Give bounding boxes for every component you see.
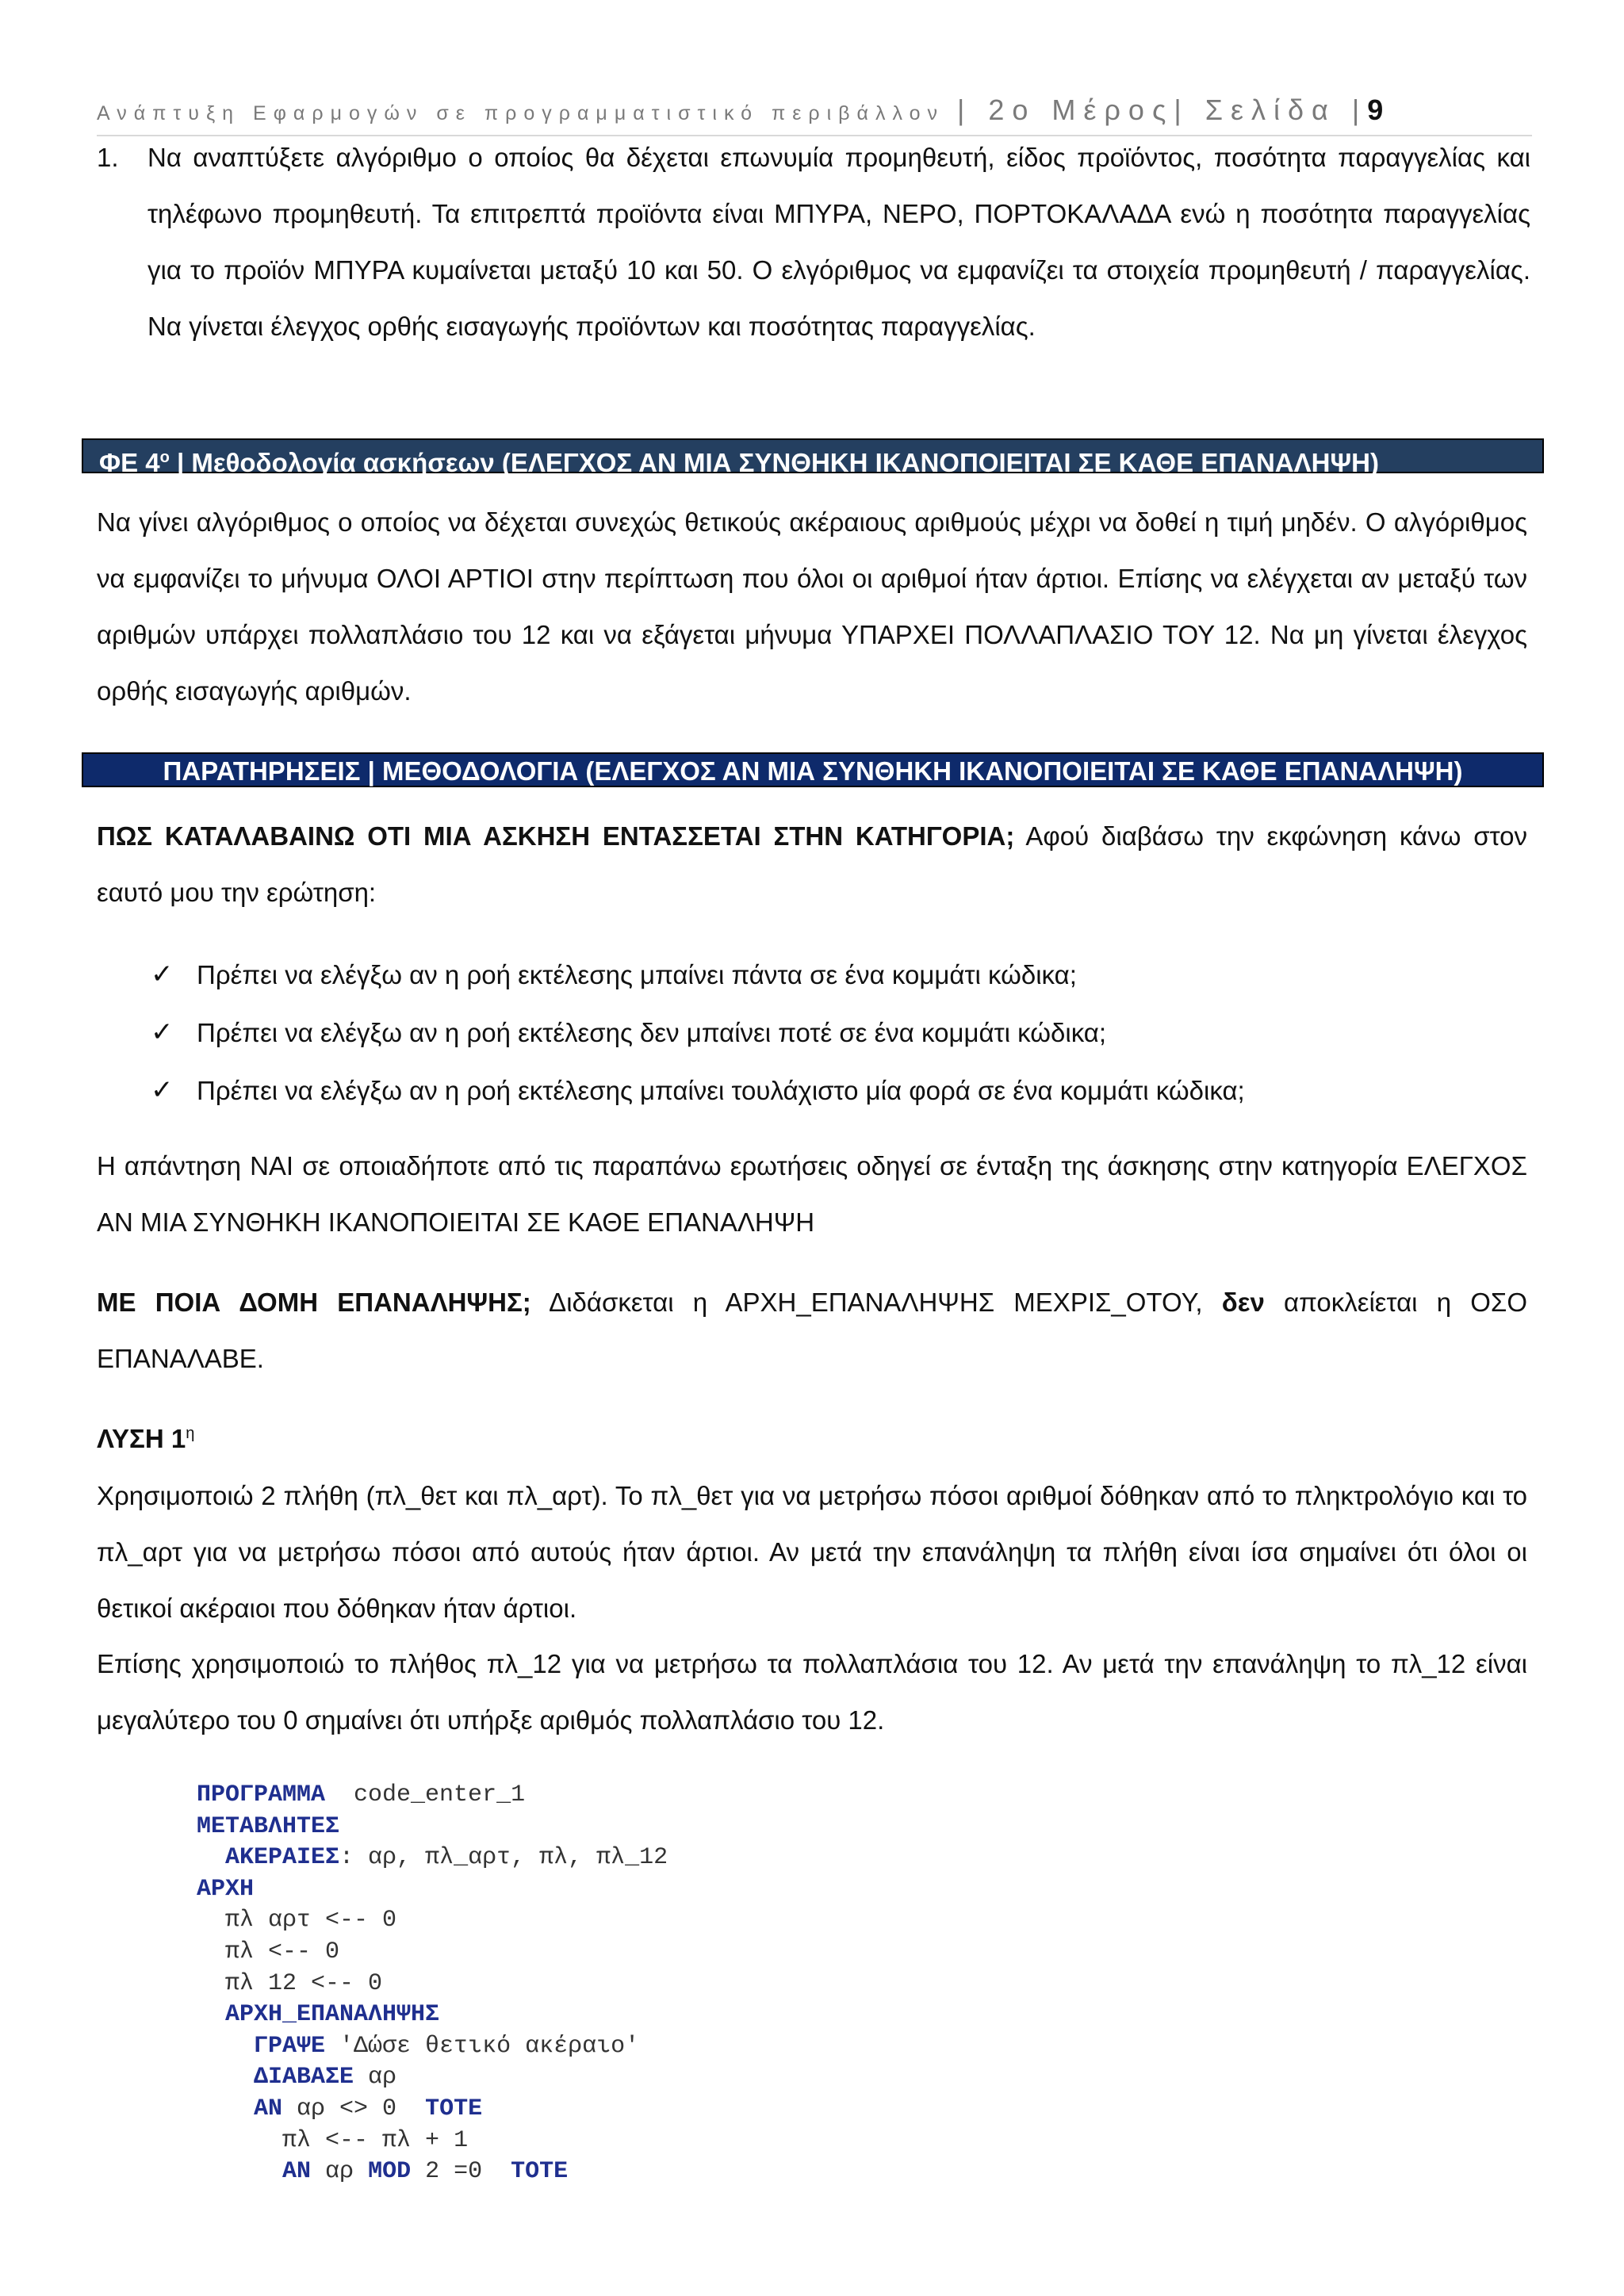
section-banner-methodology: ΦΕ $4^o$ | Μεθοδολογία ασκήσεων (ΕΛΕΓΧΟΣ ΑΝ ΜΙΑ ΣΥΝΘΗΚΗ ΙΚΑΝΟΠΟΙΕΙΤΑΙ ΣΕ ΚΑΘΕ ΕΠΑΝΑΛΗΨΗ) — [82, 438, 1544, 473]
code-keyword: ΤΟΤΕ — [511, 2158, 569, 2186]
header-separator: | — [957, 94, 973, 126]
code-text: αρ — [354, 2064, 397, 2091]
how-paragraph: ΠΩΣ ΚΑΤΑΛΑΒΑΙΝΩ ΟΤΙ ΜΙΑ ΑΣΚΗΣΗ ΕΝΤΑΣΣΕΤΑΙ ΣΤΗΝ ΚΑΤΗΓΟΡΙΑ; Αφού διαβάσω την εκφώνηση κάνω στον εαυτό μου την ερώτηση: — [97, 821, 1528, 907]
checkmark-icon: ✓ — [151, 959, 174, 989]
code-line — [197, 2126, 668, 2157]
exercise-text: Να αναπτύξετε αλγόριθμο ο οποίος θα δέχεται επωνυμία προμηθευτή, είδος προϊόντος, ποσότητα παραγγελίας και τηλέφωνο προμηθευτή. Τα επιτρεπτά προϊόντα είναι ΜΠΥΡΑ, ΝΕΡΟ, ΠΟΡΤΟΚΑΛΑΔΑ ενώ η ποσότητα παραγγελίας για το προϊόν ΜΠΥΡΑ κυμαίνεται μεταξύ 10 και 50. Ο ελγόριθμος να εμφανίζει τα στοιχεία προμηθευτή / παραγγελίας. Να γίνεται έλεγχος ορθής εισαγωγής προϊόντων και ποσότητας παραγγελίας. — [147, 143, 1530, 341]
code-line — [197, 1874, 668, 1906]
section-banner-remarks: ΠΑΡΑΤΗΡΗΣΕΙΣ | ΜΕΘΟΔΟΛΟΓΙΑ (ΕΛΕΓΧΟΣ ΑΝ ΜΙΑ ΣΥΝΘΗΚΗ ΙΚΑΝΟΠΟΙΕΙΤΑΙ ΣΕ ΚΑΘΕ ΕΠΑΝΑΛΗΨΗ) — [82, 752, 1544, 787]
checkmark-icon: ✓ — [151, 1075, 174, 1105]
code-text: code_enter_1 — [325, 1781, 526, 1808]
code-keyword: ΑΡΧΗ_ΕΠΑΝΑΛΗΨΗΣ — [225, 2001, 440, 2029]
checklist — [151, 946, 1245, 1119]
checklist-item: ✓ Πρέπει να ελέγξω αν η ροή εκτέλεσης μπαίνει πάντα σε ένα κομμάτι κώδικα; — [151, 946, 1245, 1004]
code-text: πλ αρτ <-- 0 — [225, 1907, 397, 1934]
code-line — [197, 1999, 668, 2031]
solution-paragraph-2: Επίσης χρησιμοποιώ το πλήθος πλ_12 για να μετρήσω τα πολλαπλάσια του 12. Αν μετά την επανάληψη το πλ_12 είναι μεγαλύτερο του 0 σημαίνει ότι υπήρξε αριθμός πολλαπλάσιο του 12. — [97, 1649, 1527, 1735]
exercise-number: 1. — [97, 143, 119, 172]
code-line — [197, 1780, 668, 1812]
checkmark-icon: ✓ — [151, 1017, 174, 1047]
solution-heading: ΛΥΣΗ $1^\eta$ — [97, 1424, 195, 1453]
code-line — [197, 1969, 668, 2000]
code-keyword: ΑΝ — [254, 2095, 283, 2122]
code-line — [197, 1843, 668, 1874]
code-text: αρ — [311, 2158, 369, 2186]
code-line — [197, 2156, 668, 2188]
code-line — [197, 2094, 668, 2126]
code-text: : αρ, πλ_αρτ, πλ, πλ_12 — [339, 1844, 668, 1872]
code-line — [197, 1937, 668, 1969]
code-keyword: ΤΟΤΕ — [425, 2095, 483, 2122]
exercise-statement: Να γίνει αλγόριθμος ο οποίος να δέχεται συνεχώς θετικούς ακέραιους αριθμούς μέχρι να δοθεί η τιμή μηδέν. Ο αλγόριθμος να εμφανίζει το μήνυμα ΟΛΟΙ ΑΡΤΙΟΙ στην περίπτωση που όλοι οι αριθμοί ήταν άρτιοι. Επίσης να ελέγχεται αν μεταξύ των αριθμών υπάρχει πολλαπλάσιο του 12 και να εξάγεται μήνυμα ΥΠΑΡΧΕΙ ΠΟΛΛΑΠΛΑΣΙΟ ΤΟΥ 12. Να μη γίνεται έλεγχος ορθής εισαγωγής αριθμών. — [97, 507, 1527, 706]
header-part: 2ο Μέρος — [988, 94, 1174, 126]
answer-paragraph: Η απάντηση ΝΑΙ σε οποιαδήποτε από τις παραπάνω ερωτήσεις οδηγεί σε ένταξη της άσκησης στην κατηγορία ΕΛΕΓΧΟΣ ΑΝ ΜΙΑ ΣΥΝΘΗΚΗ ΙΚΑΝΟΠΟΙΕΙΤΑΙ ΣΕ ΚΑΘΕ ΕΠΑΝΑΛΗΨΗ — [97, 1151, 1527, 1237]
code-block — [197, 1780, 668, 2188]
checklist-item: ✓ Πρέπει να ελέγξω αν η ροή εκτέλεσης μπαίνει τουλάχιστο μία φορά σε ένα κομμάτι κώδικα; — [151, 1062, 1245, 1119]
loop-paragraph: ΜΕ ΠΟΙΑ ΔΟΜΗ ΕΠΑΝΑΛΗΨΗΣ; Διδάσκεται η ΑΡΧΗ_ΕΠΑΝΑΛΗΨΗΣ ΜΕΧΡΙΣ_ΟΤΟΥ, δεν αποκλείεται η ΟΣΟ ΕΠΑΝΑΛΑΒΕ. — [97, 1288, 1528, 1373]
code-keyword: ΑΡΧΗ — [197, 1875, 255, 1903]
code-text: αρ <> 0 — [282, 2095, 426, 2122]
code-text: 'Δώσε θετικό ακέραιο' — [325, 2032, 640, 2060]
code-keyword: ΔΙΑΒΑΣΕ — [254, 2064, 354, 2091]
code-text: 2 =0 — [411, 2158, 511, 2186]
header-page-label: Σελίδα — [1205, 94, 1336, 126]
numbered-exercise — [97, 129, 1530, 354]
code-keyword: ΠΡΟΓΡΑΜΜΑ — [197, 1781, 326, 1808]
page-header: Ανάπτυξη Εφαρμογών σε προγραμματιστικό περιβάλλον | 2ο Μέρος| Σελίδα |9 — [97, 94, 1385, 126]
code-keyword: ΓΡΑΨΕ — [254, 2032, 326, 2060]
code-keyword: ΑΝ — [282, 2158, 312, 2186]
code-line — [197, 1905, 668, 1937]
code-line — [197, 1812, 668, 1843]
code-text: πλ <-- 0 — [225, 1938, 340, 1965]
solution-paragraph-1: Χρησιμοποιώ 2 πλήθη (πλ_θετ και πλ_αρτ). Το πλ_θετ για να μετρήσω πόσοι αριθμοί δόθηκαν από το πληκτρολόγιο και το πλ_αρτ για να μετρήσω πόσοι από αυτούς ήταν άρτιοι. Αν μετά την επανάληψη τα πλήθη είναι ίσα σημαίνει ότι όλοι οι θετικοί ακέραιοι που δόθηκαν ήταν άρτιοι. — [97, 1481, 1527, 1623]
how-question: ΠΩΣ ΚΑΤΑΛΑΒΑΙΝΩ ΟΤΙ ΜΙΑ ΑΣΚΗΣΗ ΕΝΤΑΣΣΕΤΑΙ ΣΤΗΝ ΚΑΤΗΓΟΡΙΑ; — [97, 821, 1015, 851]
code-text: πλ 12 <-- 0 — [225, 1969, 383, 1997]
code-keyword: MOD — [368, 2158, 412, 2186]
code-text: πλ <-- πλ + 1 — [282, 2126, 469, 2154]
header-title: Ανάπτυξη Εφαρμογών σε προγραμματιστικό περιβάλλον — [97, 102, 945, 124]
code-keyword: ΜΕΤΑΒΛΗΤΕΣ — [197, 1812, 340, 1840]
page-number: 9 — [1367, 94, 1385, 126]
checklist-item: ✓ Πρέπει να ελέγξω αν η ροή εκτέλεσης δεν μπαίνει ποτέ σε ένα κομμάτι κώδικα; — [151, 1004, 1245, 1062]
code-line — [197, 2031, 668, 2063]
code-keyword: ΑΚΕΡΑΙΕΣ — [225, 1844, 340, 1872]
code-line — [197, 2062, 668, 2094]
